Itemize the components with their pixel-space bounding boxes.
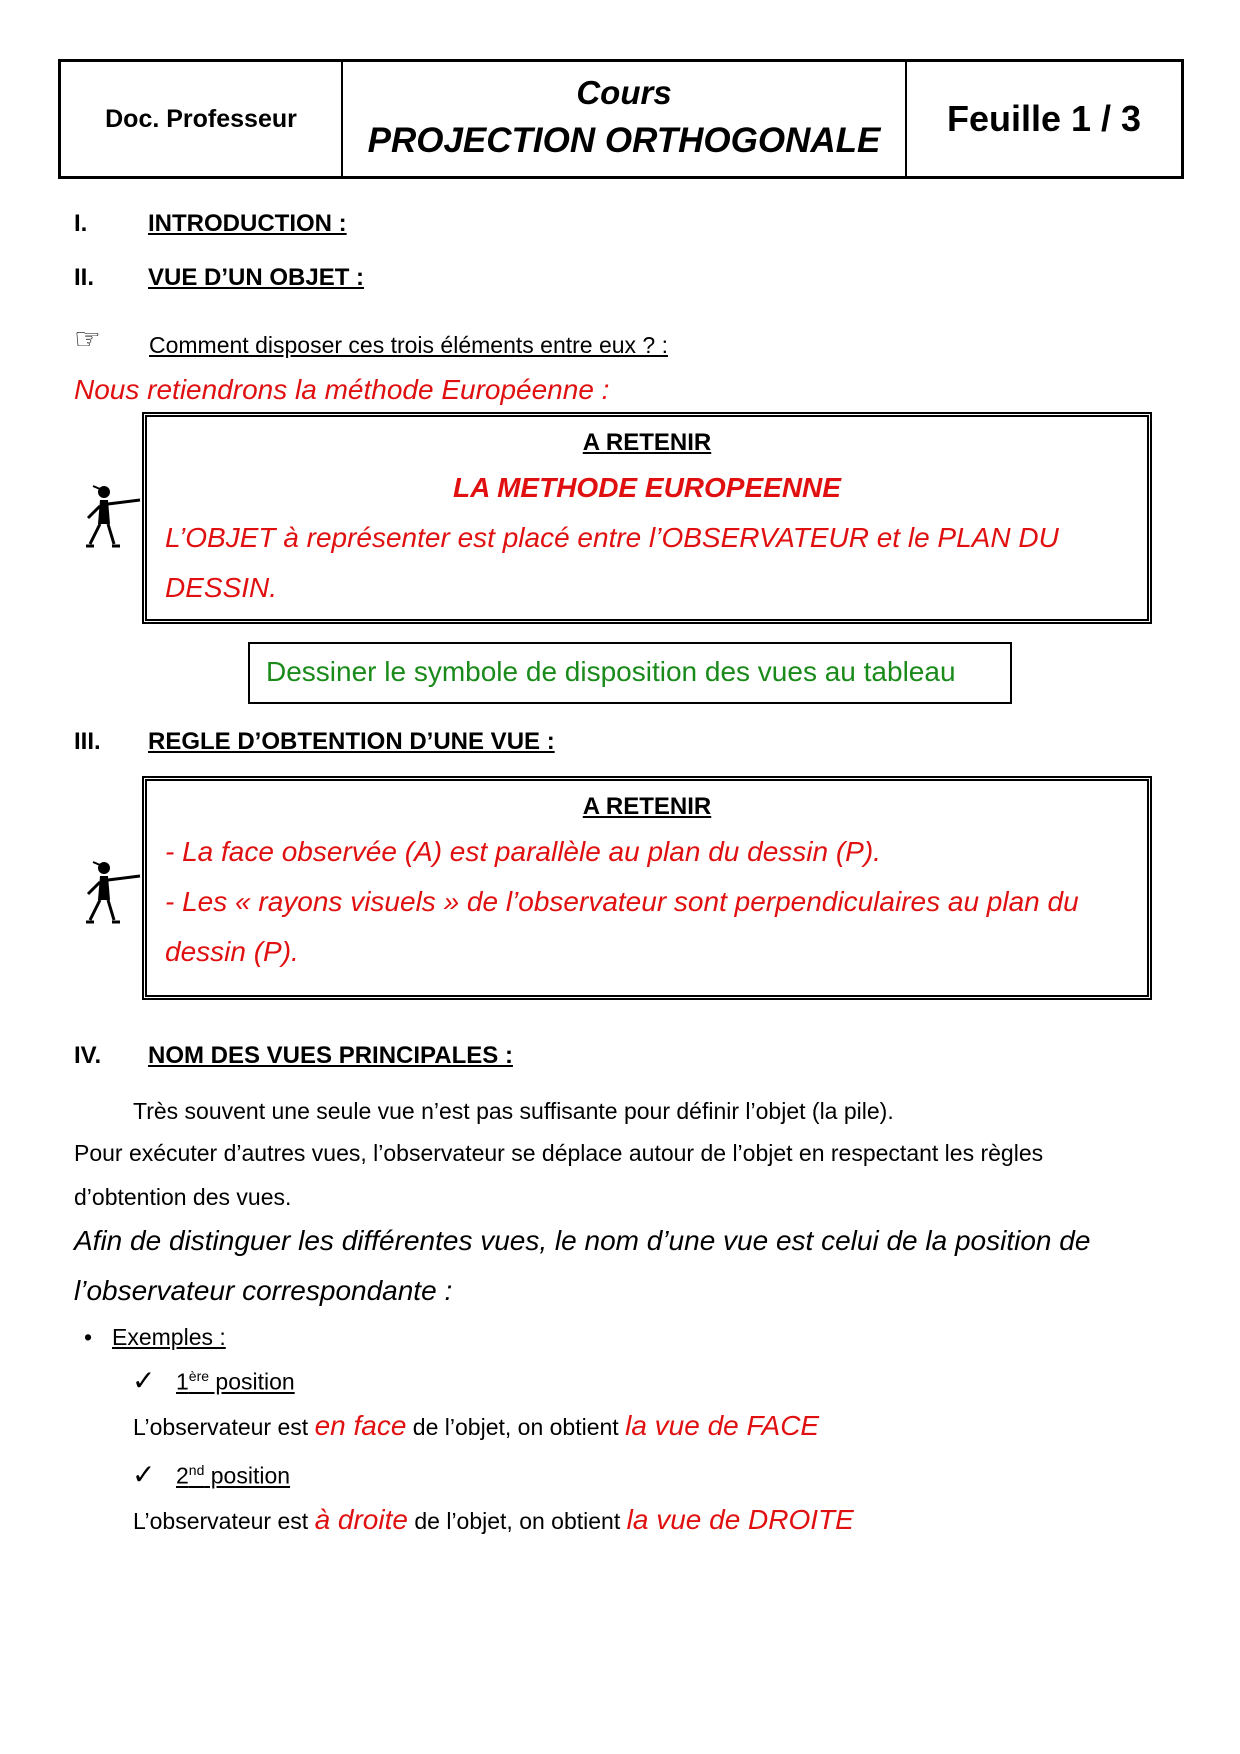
methode-heading: LA METHODE EUROPEENNE: [453, 472, 841, 503]
afin-line2: l’observateur correspondante :: [74, 1275, 453, 1306]
position-num: 2: [176, 1462, 189, 1489]
section-num: II.: [74, 264, 95, 291]
obs-position: en face: [314, 1410, 407, 1441]
course-title: [343, 62, 907, 176]
header-table: [58, 59, 1184, 179]
doc-type: [61, 62, 343, 176]
position-word: position: [209, 1368, 295, 1395]
blackboard-note: Dessiner le symbole de disposition des vues au tableau: [248, 642, 1012, 704]
pointing-figure-icon: [80, 860, 144, 932]
question-text: Comment disposer ces trois éléments entre eux ? :: [149, 332, 669, 358]
regle-line3: dessin (P).: [165, 936, 299, 967]
methode-text-line1: L’OBJET à représenter est placé entre l’OBSERVATEUR et le PLAN DU: [165, 522, 1059, 553]
section-title: REGLE D’OBTENTION D’UNE VUE :: [148, 728, 555, 755]
retenir-box-regle: [142, 776, 1152, 1000]
observation-droite: [133, 1504, 854, 1536]
bullet-icon: •: [84, 1324, 93, 1350]
paragraph-deplacement-line2: d’obtention des vues.: [74, 1184, 292, 1210]
obs-text: de l’objet, on obtient: [407, 1508, 627, 1534]
section-title: VUE D’UN OBJET :: [148, 264, 365, 291]
checkmark-icon: ✓: [132, 1459, 156, 1490]
pointing-hand-icon: ☞: [74, 323, 101, 356]
section-regle: [74, 728, 555, 756]
retenir-title: A RETENIR: [582, 429, 712, 456]
position-sup: nd: [188, 1462, 205, 1478]
section-num: III.: [74, 728, 101, 755]
position-2-label: [176, 1462, 290, 1490]
doc-type-label: Doc. Professeur: [105, 104, 297, 133]
retenir-box-methode: [142, 412, 1152, 624]
methode-text-line2: DESSIN.: [165, 572, 278, 603]
checkmark-icon: ✓: [132, 1365, 156, 1396]
obs-text: de l’objet, on obtient: [406, 1414, 626, 1440]
obs-position: à droite: [314, 1504, 408, 1535]
position-num: 1: [176, 1368, 189, 1395]
paragraph-deplacement-line1: Pour exécuter d’autres vues, l’observateur se déplace autour de l’objet en respectant les règles: [74, 1140, 1044, 1166]
section-num: I.: [74, 210, 88, 237]
exemples-item: [84, 1324, 226, 1351]
course-label: Cours: [576, 74, 672, 111]
paragraph-pile: Très souvent une seule vue n’est pas suffisante pour définir l’objet (la pile).: [133, 1098, 894, 1124]
sheet-number: [907, 62, 1181, 176]
section-vue-objet: [74, 264, 364, 292]
obs-text: L’observateur est: [133, 1508, 315, 1534]
position-word: position: [204, 1462, 291, 1489]
retenir-title: A RETENIR: [582, 793, 712, 820]
section-noms-vues: [74, 1042, 513, 1070]
position-1-label: [176, 1368, 295, 1396]
afin-line1: Afin de distinguer les différentes vues, le nom d’une vue est celui de la position de: [74, 1225, 1091, 1256]
regle-line2: - Les « rayons visuels » de l’observateur sont perpendiculaires au plan du: [165, 886, 1079, 917]
method-statement: Nous retiendrons la méthode Européenne :: [74, 374, 610, 405]
regle-line1: - La face observée (A) est parallèle au plan du dessin (P).: [165, 836, 881, 867]
obs-view-name: la vue de FACE: [625, 1410, 820, 1441]
observation-face: [133, 1410, 819, 1442]
course-subject: PROJECTION ORTHOGONALE: [367, 121, 881, 160]
obs-text: L’observateur est: [133, 1414, 315, 1440]
position-sup: ère: [188, 1368, 210, 1384]
section-introduction: [74, 210, 347, 238]
pointing-figure-icon: [80, 484, 144, 556]
sheet-number-label: Feuille 1 / 3: [946, 98, 1142, 139]
exemples-label: Exemples :: [112, 1324, 226, 1350]
section-title: NOM DES VUES PRINCIPALES :: [148, 1042, 513, 1069]
section-num: IV.: [74, 1042, 102, 1069]
section-title: INTRODUCTION :: [148, 210, 347, 237]
obs-view-name: la vue de DROITE: [626, 1504, 854, 1535]
